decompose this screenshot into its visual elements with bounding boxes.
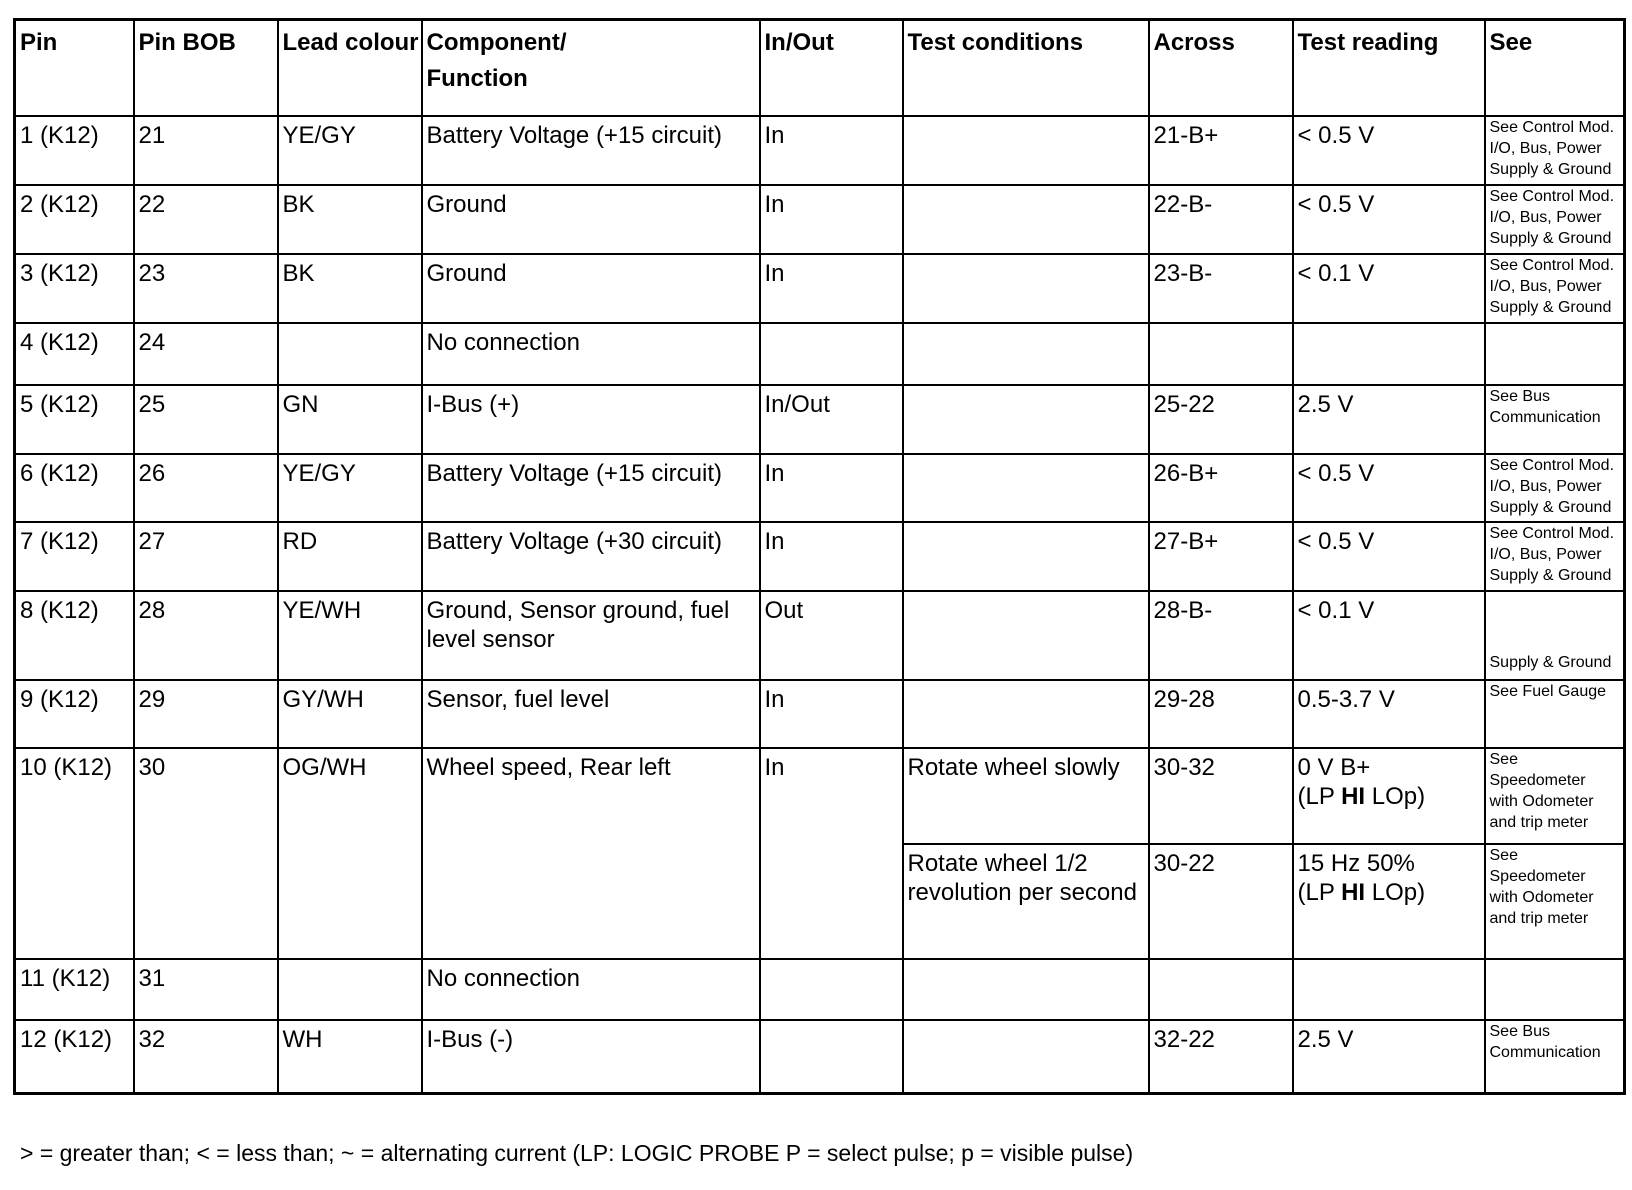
table-row	[15, 680, 1625, 748]
cell-component: I-Bus (-)	[422, 1020, 760, 1093]
cell-across: 23-B-	[1149, 254, 1293, 323]
cell-test	[903, 454, 1149, 522]
cell-component: I-Bus (+)	[422, 385, 760, 454]
cell-test	[903, 385, 1149, 454]
cell-lead: OG/WH	[278, 748, 422, 959]
pin-test-table	[13, 18, 1626, 1095]
cell-pin: 10 (K12)	[15, 748, 134, 959]
cell-io: In	[760, 522, 903, 591]
table-row	[15, 323, 1625, 385]
cell-see: See Speedometer with Odometer and trip meter	[1485, 748, 1625, 844]
cell-io	[760, 959, 903, 1020]
cell-across: 32-22	[1149, 1020, 1293, 1093]
cell-component: Ground	[422, 254, 760, 323]
cell-reading	[1293, 323, 1485, 385]
cell-reading	[1293, 748, 1485, 844]
cell-bob: 24	[134, 323, 278, 385]
header-component-line1: Component/	[426, 29, 567, 56]
cell-io	[760, 1020, 903, 1093]
cell-component: Sensor, fuel level	[422, 680, 760, 748]
cell-io: In/Out	[760, 385, 903, 454]
cell-see: See Control Mod. I/O, Bus, Power Supply & Ground	[1485, 116, 1625, 185]
cell-across: 30-32	[1149, 748, 1293, 844]
table-row	[15, 116, 1625, 185]
cell-reading: 0.5-3.7 V	[1293, 680, 1485, 748]
cell-bob: 27	[134, 522, 278, 591]
header-pin: Pin	[15, 20, 134, 117]
cell-across: 26-B+	[1149, 454, 1293, 522]
header-test-conditions: Test conditions	[903, 20, 1149, 117]
cell-pin: 1 (K12)	[15, 116, 134, 185]
cell-reading: 2.5 V	[1293, 385, 1485, 454]
legend-footnote: > = greater than; < = less than; ~ = alternating current (LP: LOGIC PROBE P = select pulse; p = visible pulse)	[20, 1140, 1134, 1166]
cell-test: Rotate wheel 1/2 revolution per second	[903, 844, 1149, 959]
cell-pin: 4 (K12)	[15, 323, 134, 385]
cell-component: Ground, Sensor ground, fuel level sensor	[422, 591, 760, 680]
cell-see: See Bus Communication	[1485, 385, 1625, 454]
cell-lead	[278, 323, 422, 385]
cell-pin: 12 (K12)	[15, 1020, 134, 1093]
cell-component: No connection	[422, 959, 760, 1020]
cell-across	[1149, 959, 1293, 1020]
cell-lead: RD	[278, 522, 422, 591]
cell-reading	[1293, 959, 1485, 1020]
cell-lead: BK	[278, 254, 422, 323]
cell-reading: < 0.5 V	[1293, 185, 1485, 254]
header-in-out: In/Out	[760, 20, 903, 117]
table-row	[15, 959, 1625, 1020]
cell-io: Out	[760, 591, 903, 680]
reading-hi: HI	[1341, 783, 1366, 810]
cell-test	[903, 680, 1149, 748]
header-component-line2: Function	[426, 65, 528, 92]
table-row	[15, 385, 1625, 454]
cell-lead: GN	[278, 385, 422, 454]
cell-see: See Control Mod. I/O, Bus, Power Supply & Ground	[1485, 522, 1625, 591]
header-component	[422, 20, 760, 117]
cell-pin: 5 (K12)	[15, 385, 134, 454]
cell-see: See Control Mod. I/O, Bus, Power Supply & Ground	[1485, 185, 1625, 254]
reading-post: LOp)	[1365, 879, 1426, 906]
cell-bob: 23	[134, 254, 278, 323]
cell-reading: 2.5 V	[1293, 1020, 1485, 1093]
cell-see: See Fuel Gauge	[1485, 680, 1625, 748]
cell-across: 27-B+	[1149, 522, 1293, 591]
cell-bob: 26	[134, 454, 278, 522]
cell-see	[1485, 959, 1625, 1020]
cell-bob: 21	[134, 116, 278, 185]
cell-test	[903, 323, 1149, 385]
reading-post: LOp)	[1365, 783, 1426, 810]
cell-test	[903, 185, 1149, 254]
table-row	[15, 522, 1625, 591]
cell-io: In	[760, 116, 903, 185]
cell-see: See Bus Communication	[1485, 1020, 1625, 1093]
table-row	[15, 591, 1625, 680]
cell-bob: 29	[134, 680, 278, 748]
cell-bob: 30	[134, 748, 278, 959]
cell-across: 29-28	[1149, 680, 1293, 748]
cell-io: In	[760, 185, 903, 254]
cell-reading: < 0.5 V	[1293, 454, 1485, 522]
cell-component: Battery Voltage (+30 circuit)	[422, 522, 760, 591]
cell-see: See Control Mod. I/O, Bus, Power Supply & Ground	[1485, 454, 1625, 522]
cell-component: Battery Voltage (+15 circuit)	[422, 116, 760, 185]
reading-line1: 0 V B+	[1297, 754, 1371, 781]
cell-pin: 8 (K12)	[15, 591, 134, 680]
table-row	[15, 1020, 1625, 1093]
cell-io: In	[760, 748, 903, 959]
cell-reading: < 0.1 V	[1293, 591, 1485, 680]
header-row	[15, 20, 1625, 117]
cell-bob: 32	[134, 1020, 278, 1093]
cell-io: In	[760, 454, 903, 522]
header-see: See	[1485, 20, 1625, 117]
cell-reading: < 0.5 V	[1293, 522, 1485, 591]
cell-across: 25-22	[1149, 385, 1293, 454]
header-across: Across	[1149, 20, 1293, 117]
cell-test	[903, 591, 1149, 680]
cell-lead: YE/GY	[278, 454, 422, 522]
cell-io	[760, 323, 903, 385]
cell-across: 21-B+	[1149, 116, 1293, 185]
cell-reading	[1293, 844, 1485, 959]
cell-bob: 22	[134, 185, 278, 254]
cell-test	[903, 254, 1149, 323]
cell-pin: 6 (K12)	[15, 454, 134, 522]
header-test-reading: Test reading	[1293, 20, 1485, 117]
cell-lead: BK	[278, 185, 422, 254]
cell-bob: 28	[134, 591, 278, 680]
cell-pin: 9 (K12)	[15, 680, 134, 748]
cell-component: Wheel speed, Rear left	[422, 748, 760, 959]
reading-pre: (LP	[1297, 783, 1342, 810]
cell-component: Ground	[422, 185, 760, 254]
table-row	[15, 454, 1625, 522]
cell-test	[903, 522, 1149, 591]
cell-bob: 31	[134, 959, 278, 1020]
cell-across: 22-B-	[1149, 185, 1293, 254]
cell-see: See Speedometer with Odometer and trip meter	[1485, 844, 1625, 959]
cell-test	[903, 1020, 1149, 1093]
pin-test-sheet	[13, 18, 1623, 1095]
reading-hi: HI	[1341, 879, 1366, 906]
table-row	[15, 185, 1625, 254]
cell-lead: YE/GY	[278, 116, 422, 185]
cell-see	[1485, 323, 1625, 385]
header-pin-bob: Pin BOB	[134, 20, 278, 117]
cell-pin: 2 (K12)	[15, 185, 134, 254]
cell-io: In	[760, 680, 903, 748]
cell-see: See Control Mod. I/O, Bus, Power Supply & Ground	[1485, 254, 1625, 323]
cell-pin: 11 (K12)	[15, 959, 134, 1020]
cell-lead: GY/WH	[278, 680, 422, 748]
cell-test	[903, 116, 1149, 185]
cell-across	[1149, 323, 1293, 385]
cell-across: 28-B-	[1149, 591, 1293, 680]
header-lead-colour: Lead colour	[278, 20, 422, 117]
cell-io: In	[760, 254, 903, 323]
cell-reading: < 0.1 V	[1293, 254, 1485, 323]
cell-lead	[278, 959, 422, 1020]
cell-pin: 7 (K12)	[15, 522, 134, 591]
cell-across: 30-22	[1149, 844, 1293, 959]
cell-component: Battery Voltage (+15 circuit)	[422, 454, 760, 522]
cell-bob: 25	[134, 385, 278, 454]
cell-lead: WH	[278, 1020, 422, 1093]
table-row	[15, 254, 1625, 323]
reading-line1: 15 Hz 50%	[1297, 850, 1415, 877]
cell-test: Rotate wheel slowly	[903, 748, 1149, 844]
cell-see: Supply & Ground	[1485, 591, 1625, 680]
cell-lead: YE/WH	[278, 591, 422, 680]
cell-test	[903, 959, 1149, 1020]
cell-reading: < 0.5 V	[1293, 116, 1485, 185]
reading-pre: (LP	[1297, 879, 1342, 906]
table-row	[15, 748, 1625, 844]
cell-pin: 3 (K12)	[15, 254, 134, 323]
cell-component: No connection	[422, 323, 760, 385]
